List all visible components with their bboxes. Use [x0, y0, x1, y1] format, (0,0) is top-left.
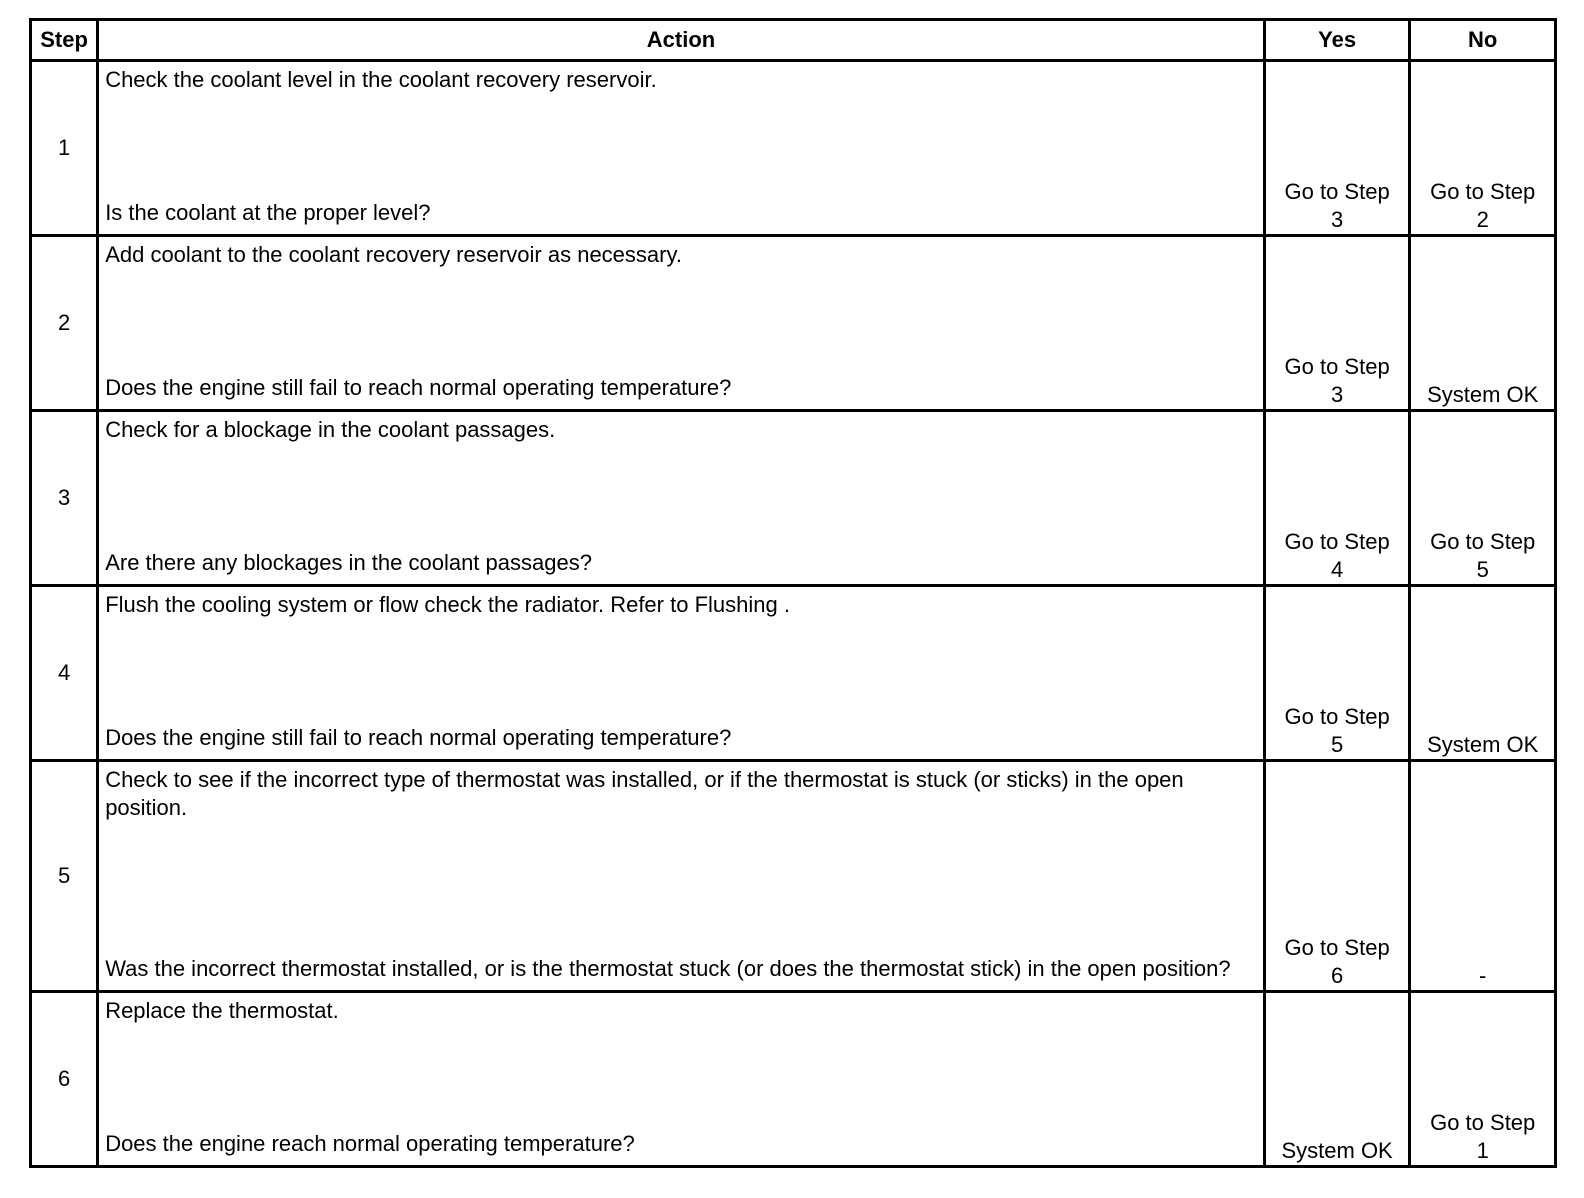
step-number: 4 [31, 586, 98, 761]
action-question: Does the engine reach normal operating temperature? [105, 1131, 635, 1156]
action-instruction: Flush the cooling system or flow check the radiator. Refer to Flushing . [105, 592, 790, 617]
no-result-line1: Go to Step [1430, 1110, 1536, 1135]
yes-result-line1: Go to Step [1284, 354, 1390, 379]
action-cell [98, 236, 1265, 411]
no-result-line2: 1 [1476, 1138, 1489, 1163]
header-no: No [1410, 20, 1556, 61]
action-question: Does the engine still fail to reach normal operating temperature? [105, 725, 732, 750]
table-row [31, 992, 1556, 1167]
no-result-line1: Go to Step [1430, 179, 1536, 204]
action-question: Is the coolant at the proper level? [105, 200, 431, 225]
no-result-line1: Go to Step [1430, 529, 1536, 554]
action-question: Are there any blockages in the coolant passages? [105, 550, 592, 575]
step-number: 2 [31, 236, 98, 411]
table-row [31, 761, 1556, 992]
yes-cell [1264, 761, 1410, 992]
action-cell [98, 61, 1265, 236]
step-number: 1 [31, 61, 98, 236]
yes-cell [1264, 992, 1410, 1167]
action-cell [98, 411, 1265, 586]
no-cell [1410, 586, 1556, 761]
action-cell [98, 992, 1265, 1167]
no-cell [1410, 411, 1556, 586]
no-result-line2: 2 [1476, 207, 1489, 232]
table-row [31, 586, 1556, 761]
step-number: 5 [31, 761, 98, 992]
action-cell [98, 761, 1265, 992]
header-step: Step [31, 20, 98, 61]
yes-cell [1264, 411, 1410, 586]
no-cell [1410, 761, 1556, 992]
header-row [31, 20, 1556, 61]
yes-result-line2: 6 [1330, 963, 1344, 988]
no-cell [1410, 992, 1556, 1167]
no-result-line2: System OK [1427, 732, 1539, 757]
no-cell [1410, 61, 1556, 236]
yes-result-line1: Go to Step [1284, 179, 1390, 204]
action-question: Does the engine still fail to reach normal operating temperature? [105, 375, 732, 400]
yes-result-line2: 3 [1330, 382, 1344, 407]
no-result-line2: 5 [1476, 557, 1489, 582]
action-instruction: Replace the thermostat. [105, 998, 339, 1023]
action-question: Was the incorrect thermostat installed, or is the thermostat stuck (or does the thermostat stick) in the open position? [105, 956, 1231, 981]
yes-cell [1264, 61, 1410, 236]
table-row [31, 411, 1556, 586]
yes-result-line2: 5 [1330, 732, 1344, 757]
action-instruction: Add coolant to the coolant recovery reservoir as necessary. [105, 242, 682, 267]
yes-result-line1: Go to Step [1284, 704, 1390, 729]
no-cell [1410, 236, 1556, 411]
step-number: 6 [31, 992, 98, 1167]
yes-result-line1: Go to Step [1284, 935, 1390, 960]
action-cell [98, 586, 1265, 761]
action-instruction: Check the coolant level in the coolant recovery reservoir. [105, 67, 657, 92]
action-instruction: Check for a blockage in the coolant passages. [105, 417, 556, 442]
no-result-line2: System OK [1427, 382, 1539, 407]
no-result-line2: - [1479, 963, 1487, 988]
yes-result-line2: 3 [1330, 207, 1344, 232]
header-action: Action [98, 20, 1265, 61]
table-row [31, 236, 1556, 411]
yes-result-line1: Go to Step [1284, 529, 1390, 554]
yes-result-line2: 4 [1330, 557, 1344, 582]
step-number: 3 [31, 411, 98, 586]
yes-result-line2: System OK [1281, 1138, 1393, 1163]
yes-cell [1264, 236, 1410, 411]
yes-cell [1264, 586, 1410, 761]
table-row [31, 61, 1556, 236]
header-yes: Yes [1264, 20, 1410, 61]
action-instruction: Check to see if the incorrect type of thermostat was installed, or if the thermostat is stuck (or sticks) in the open position. [105, 767, 1184, 820]
diagnostic-table [29, 18, 1557, 1168]
